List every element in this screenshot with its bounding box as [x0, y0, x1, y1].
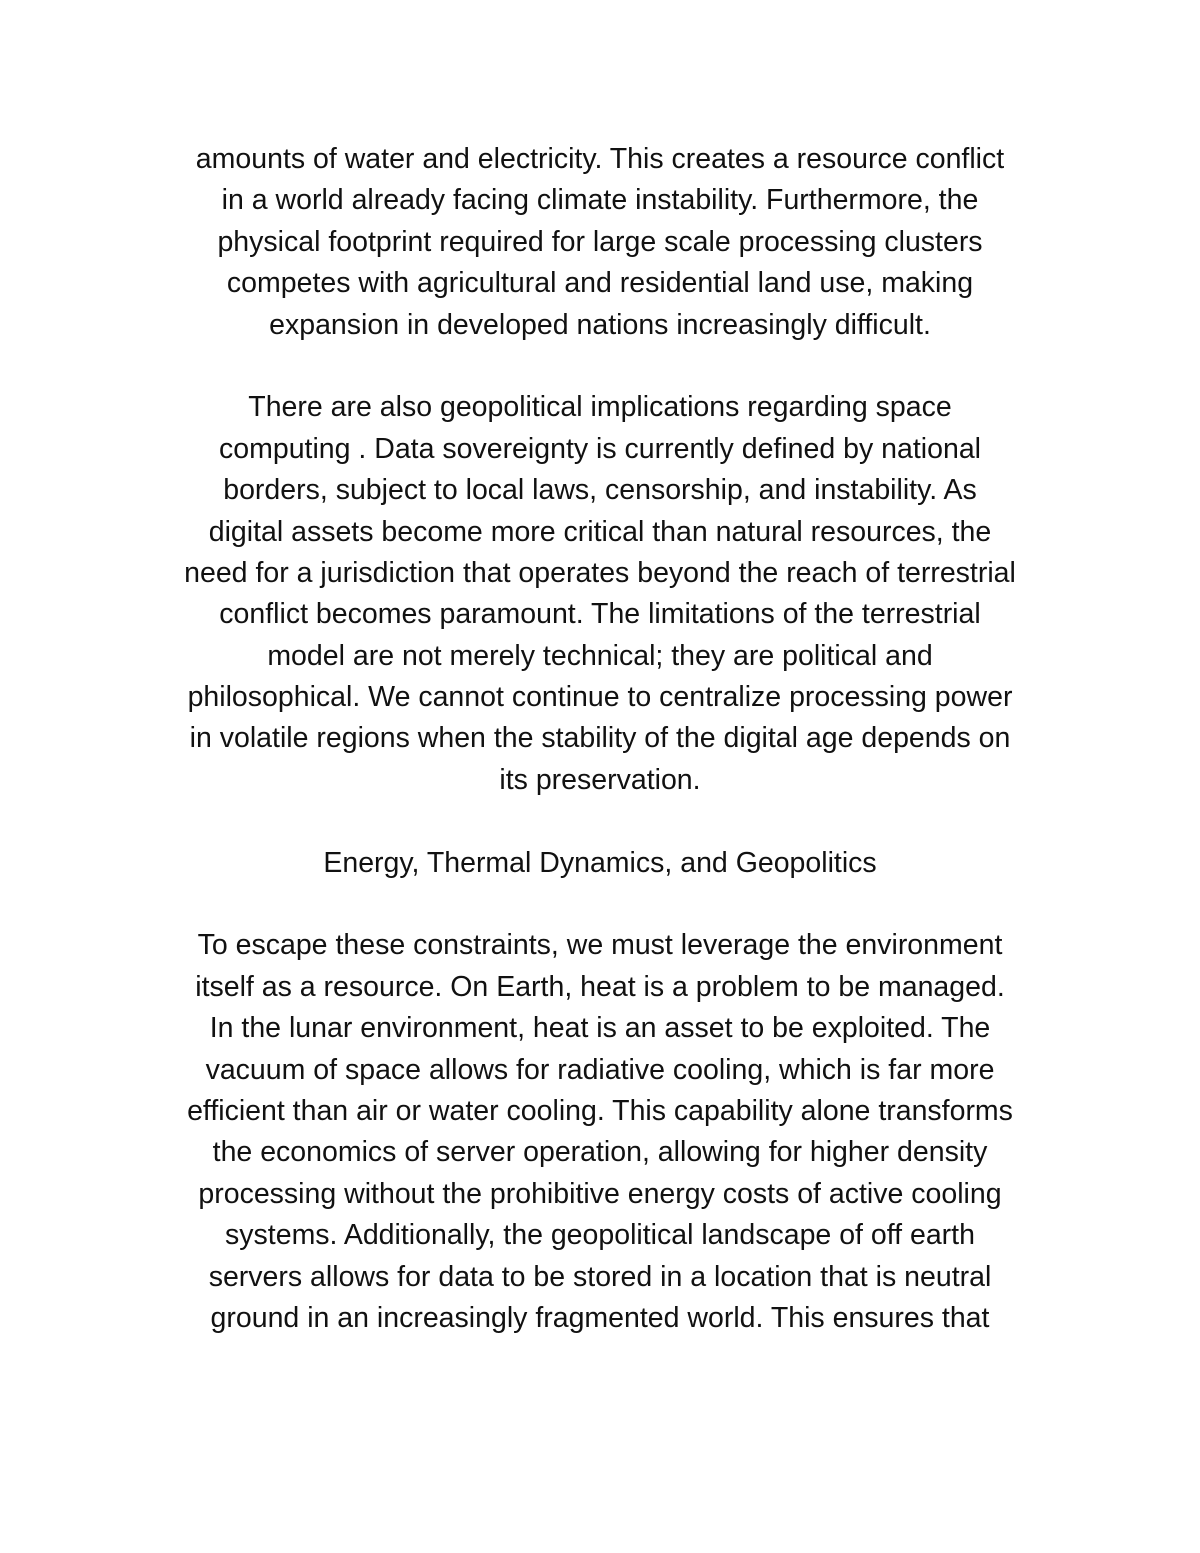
text-line: efficient than air or water cooling. This capability alone transforms	[187, 1094, 1013, 1127]
text-line: in a world already facing climate instability. Furthermore, the	[221, 184, 979, 217]
text-line: need for a jurisdiction that operates beyond the reach of terrestrial	[184, 556, 1016, 589]
text-line: philosophical. We cannot continue to centralize processing power	[187, 681, 1013, 714]
text-line: model are not merely technical; they are political and	[267, 639, 933, 672]
text-line: processing without the prohibitive energy costs of active cooling	[198, 1177, 1002, 1210]
text-line: itself as a resource. On Earth, heat is a problem to be managed.	[195, 970, 1005, 1003]
text-line: amounts of water and electricity. This creates a resource conflict	[195, 143, 1005, 175]
section-heading: Energy, Thermal Dynamics, and Geopolitics	[323, 846, 877, 879]
text-line: expansion in developed nations increasingly difficult.	[269, 308, 931, 341]
paragraph-spacer	[140, 801, 1060, 842]
paragraph-spacer	[140, 884, 1060, 925]
paragraph-geopolitical-implications	[140, 387, 1060, 801]
text-line: ground in an increasingly fragmented world. This ensures that	[210, 1301, 990, 1334]
text-line: physical footprint required for large scale processing clusters	[217, 225, 983, 258]
text-line: systems. Additionally, the geopolitical landscape of off earth	[225, 1219, 975, 1252]
text-line: the economics of server operation, allowing for higher density	[212, 1136, 988, 1169]
paragraph-escape-constraints	[140, 925, 1060, 1339]
text-line: To escape these constraints, we must leverage the environment	[197, 929, 1003, 962]
text-line: digital assets become more critical than natural resources, the	[208, 515, 992, 548]
text-line: servers allows for data to be stored in a location that is neutral	[208, 1260, 992, 1293]
paragraph-water-electricity	[140, 139, 1060, 346]
text-line: competes with agricultural and residential land use, making	[226, 267, 974, 300]
text-line: in volatile regions when the stability of the digital age depends on	[189, 722, 1011, 755]
text-line: In the lunar environment, heat is an asset to be exploited. The	[209, 1012, 991, 1045]
text-line: vacuum of space allows for radiative cooling, which is far more	[205, 1053, 995, 1086]
text-line: its preservation.	[499, 763, 701, 796]
paragraph-spacer	[140, 346, 1060, 387]
text-line: There are also geopolitical implications regarding space	[248, 391, 952, 424]
text-line: computing . Data sovereignty is currently defined by national	[219, 432, 981, 465]
text-line: borders, subject to local laws, censorship, and instability. As	[223, 474, 977, 507]
text-line: conflict becomes paramount. The limitations of the terrestrial	[219, 598, 981, 631]
document-body	[140, 139, 1060, 1339]
